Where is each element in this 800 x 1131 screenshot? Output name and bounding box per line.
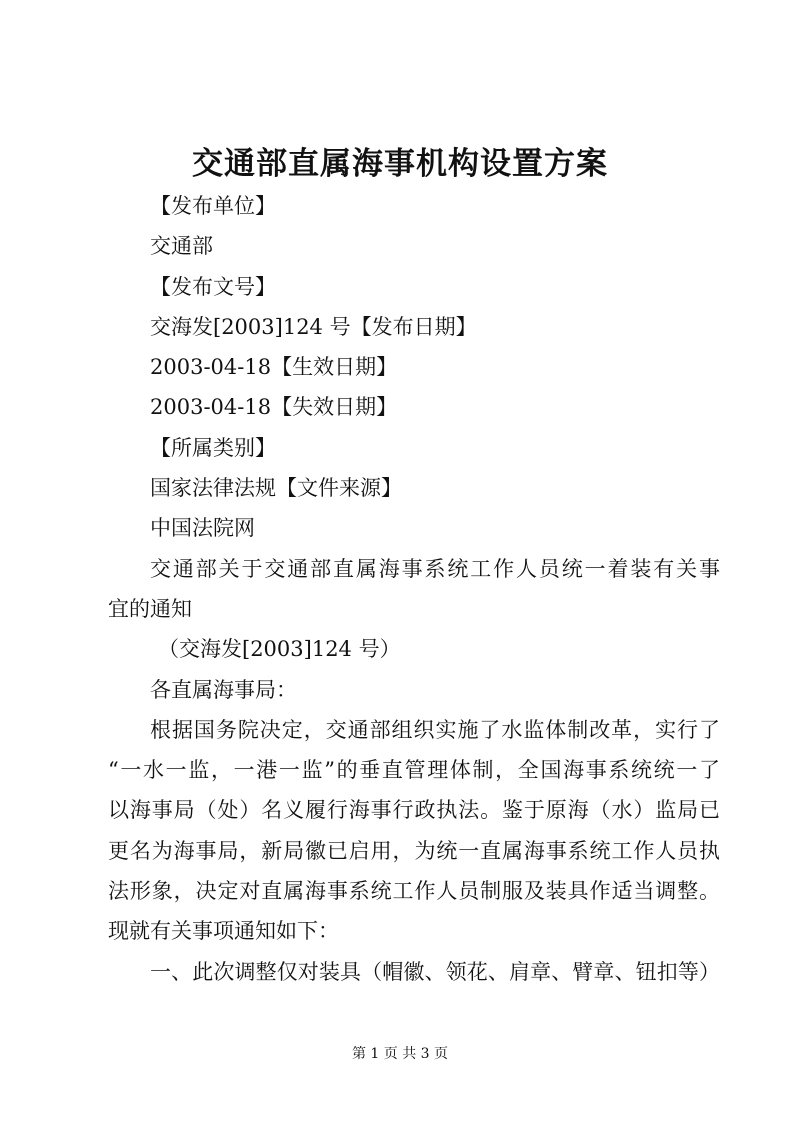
text-line: 一、此次调整仅对装具（帽徽、领花、肩章、臂章、钮扣等） xyxy=(150,959,720,984)
text-line: 2003-04-18【生效日期】 xyxy=(150,355,398,380)
text-line: 交通部关于交通部直属海事系统工作人员统一着装有关事 xyxy=(150,556,720,581)
text-line: 现就有关事项通知如下： xyxy=(108,919,339,944)
text-line: 宜的通知 xyxy=(108,596,192,621)
text-line: 更名为海事局，新局徽已启用，为统一直属海事系统工作人员执 xyxy=(108,838,720,863)
text-line: 【发布单位】 xyxy=(150,194,276,218)
text-line: 国家法律法规【文件来源】 xyxy=(150,476,402,501)
text-line: 根据国务院决定，交通部组织实施了水监体制改革，实行了 xyxy=(150,717,720,742)
text-line: 中国法院网 xyxy=(150,516,255,541)
text-line: 交通部 xyxy=(150,234,213,259)
text-line: 【发布文号】 xyxy=(150,274,276,299)
text-line: 以海事局（处）名义履行海事行政执法。鉴于原海（水）监局已 xyxy=(108,798,720,823)
page-footer: 第 1 页 共 3 页 xyxy=(351,1046,449,1062)
text-line: 2003-04-18【失效日期】 xyxy=(150,395,398,420)
text-line: 交海发[2003]124 号【发布日期】 xyxy=(150,314,477,339)
text-line: （交海发[2003]124 号） xyxy=(158,637,401,662)
document-body xyxy=(108,186,720,992)
text-line: 法形象，决定对直属海事系统工作人员制服及装具作适当调整。 xyxy=(108,879,720,904)
text-line: 【所属类别】 xyxy=(150,435,276,460)
document-title: 交通部直属海事机构设置方案 xyxy=(192,146,608,182)
text-line: 各直属海事局： xyxy=(150,677,297,702)
text-line: “一水一监，一港一监”的垂直管理体制，全国海事系统统一了 xyxy=(108,758,720,783)
